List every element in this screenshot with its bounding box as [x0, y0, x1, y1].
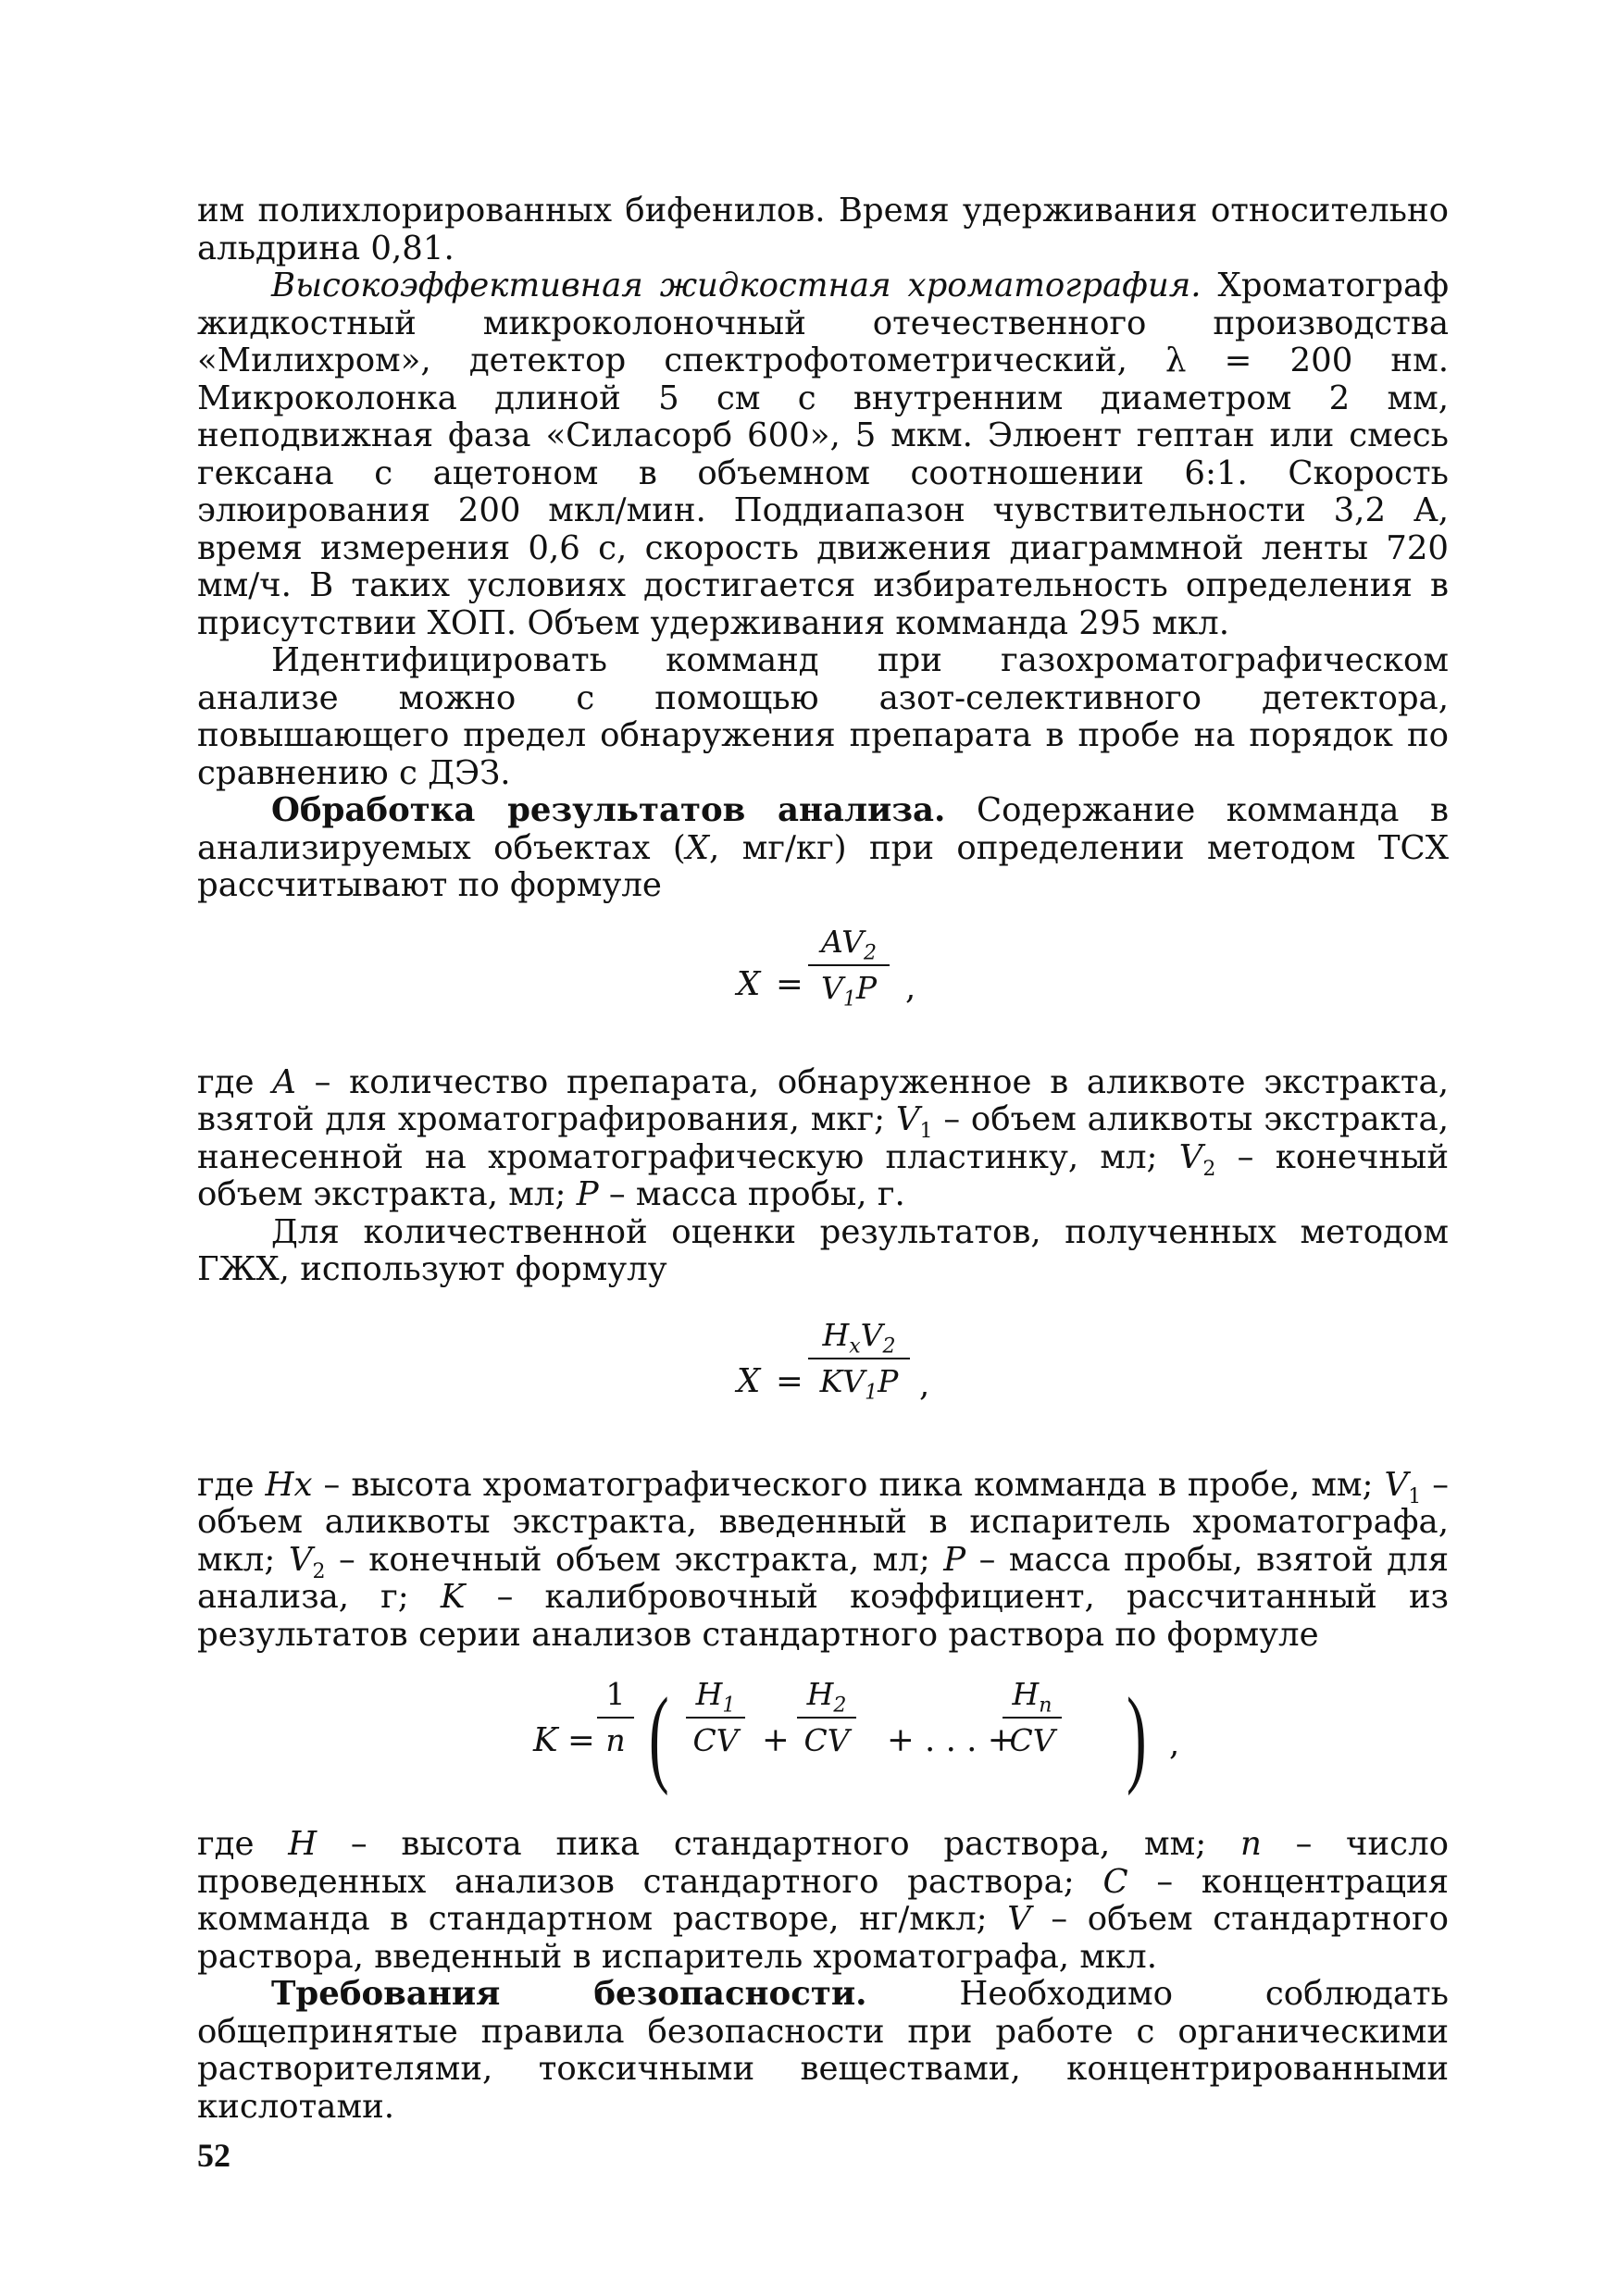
paragraph-legend-2: где Hx – высота хроматографического пика комманда в пробе, мм; $V_1$ – объем аликвоты экстракта, введенный в испаритель хроматографа, мкл; $V_2$ – конечный объем экстракта, мл; P – масса пробы, взятой для анализа, г; K – калибровочный коэффициент, рассчитанный из результатов серии анализов стандартного раствора по формуле: [197, 1465, 1449, 1654]
paragraph-identification: Идентифицировать комманд при газохроматографическом анализе можно с помощью азот-селективного детектора, повышающего предел обнаружения препарата в пробе на порядок по сравнению с ДЭЗ.: [197, 641, 1449, 792]
page-number: 52: [197, 2137, 230, 2174]
page-body: [197, 192, 1449, 2126]
fraction-h2: $H_2$ CV: [797, 1674, 856, 1761]
right-paren: ): [1127, 1675, 1147, 1796]
paragraph-hplc: [197, 267, 1449, 642]
paragraph-safety: Требования безопасности. Необходимо соблюдать общепринятые правила безопасности при работе с органическими растворителями, токсичными веществами, концентрированными кислотами.: [197, 1975, 1449, 2126]
paragraph-legend-1: где A – количество препарата, обнаруженное в аликвоте экстракта, взятой для хроматографирования, мкг; $V_1$ – объем аликвоты экстракта, нанесенной на хроматографическую пластинку, мл; $V_2$ – конечный объем экстракта, мл; P – масса пробы, г.: [197, 1062, 1449, 1213]
formula-gc-fraction: $H_xV_2$ $KV_1P$: [808, 1315, 910, 1402]
safety-heading: Требования безопасности.: [271, 1975, 867, 2013]
hplc-text: Хроматограф жидкостный микроколоночный отечественного производства «Милихром», детектор спектрофотометрический, λ = 200 нм. Микроколонка длиной 5 см с внутренним диаметром 2 мм, неподвижная фаза «Силасорб 600», 5 мкм. Элюент гептан или смесь гексана с ацетоном в объемном соотношении 6:1. Скорость элюирования 200 мкл/мин. Поддиапазон чувствительности 3,2 А, время измерения 0,6 с, скорость движения диаграммной ленты 720 мм/ч. В таких условиях достигается избирательность определения в присутствии ХОП. Объем удерживания комманда 295 мкл.: [197, 267, 1449, 642]
paragraph-1: им полихлорированных бифенилов. Время удерживания относительно альдрина 0,81.: [197, 192, 1449, 267]
formula-lhs: X: [737, 964, 761, 1003]
fraction-h1: $H_1$ CV: [686, 1674, 745, 1761]
formula-fraction: $AV_2$ $V_1P$: [808, 922, 890, 1009]
paragraph-gc: Для количественной оценки результатов, полученных методом ГЖХ, используют формулу: [197, 1212, 1449, 1288]
hplc-heading: Высокоэффективная жидкостная хроматография.: [271, 267, 1202, 304]
processing-heading: Обработка результатов анализа.: [271, 791, 946, 829]
left-paren: (: [649, 1675, 669, 1796]
paragraph-processing: Обработка результатов анализа. Содержание комманда в анализируемых объектах (X, мг/кг) при определении методом ТСХ рассчитывают по формуле: [197, 791, 1449, 904]
fraction-hn: $H_n$ CV: [1003, 1674, 1062, 1761]
formula-calibration: K = 1 n ( $H_1$ CV + $H_2$ CV + . . . + $H_n$ CV ) ,: [533, 1675, 1180, 1796]
formula-gc: X = $H_xV_2$ $KV_1P$ ,: [737, 1316, 930, 1405]
paragraph-legend-3: где H – высота пика стандартного раствора, мм; n – число проведенных анализов стандартного раствора; C – концентрация комманда в стандартном растворе, нг/мкл; V – объем стандартного раствора, введенный в испаритель хроматографа, мкл.: [197, 1825, 1450, 1976]
fraction-1-over-n: 1 n: [597, 1674, 634, 1761]
formula-tlc: X = $AV_2$ $V_1P$ ,: [737, 923, 916, 1011]
